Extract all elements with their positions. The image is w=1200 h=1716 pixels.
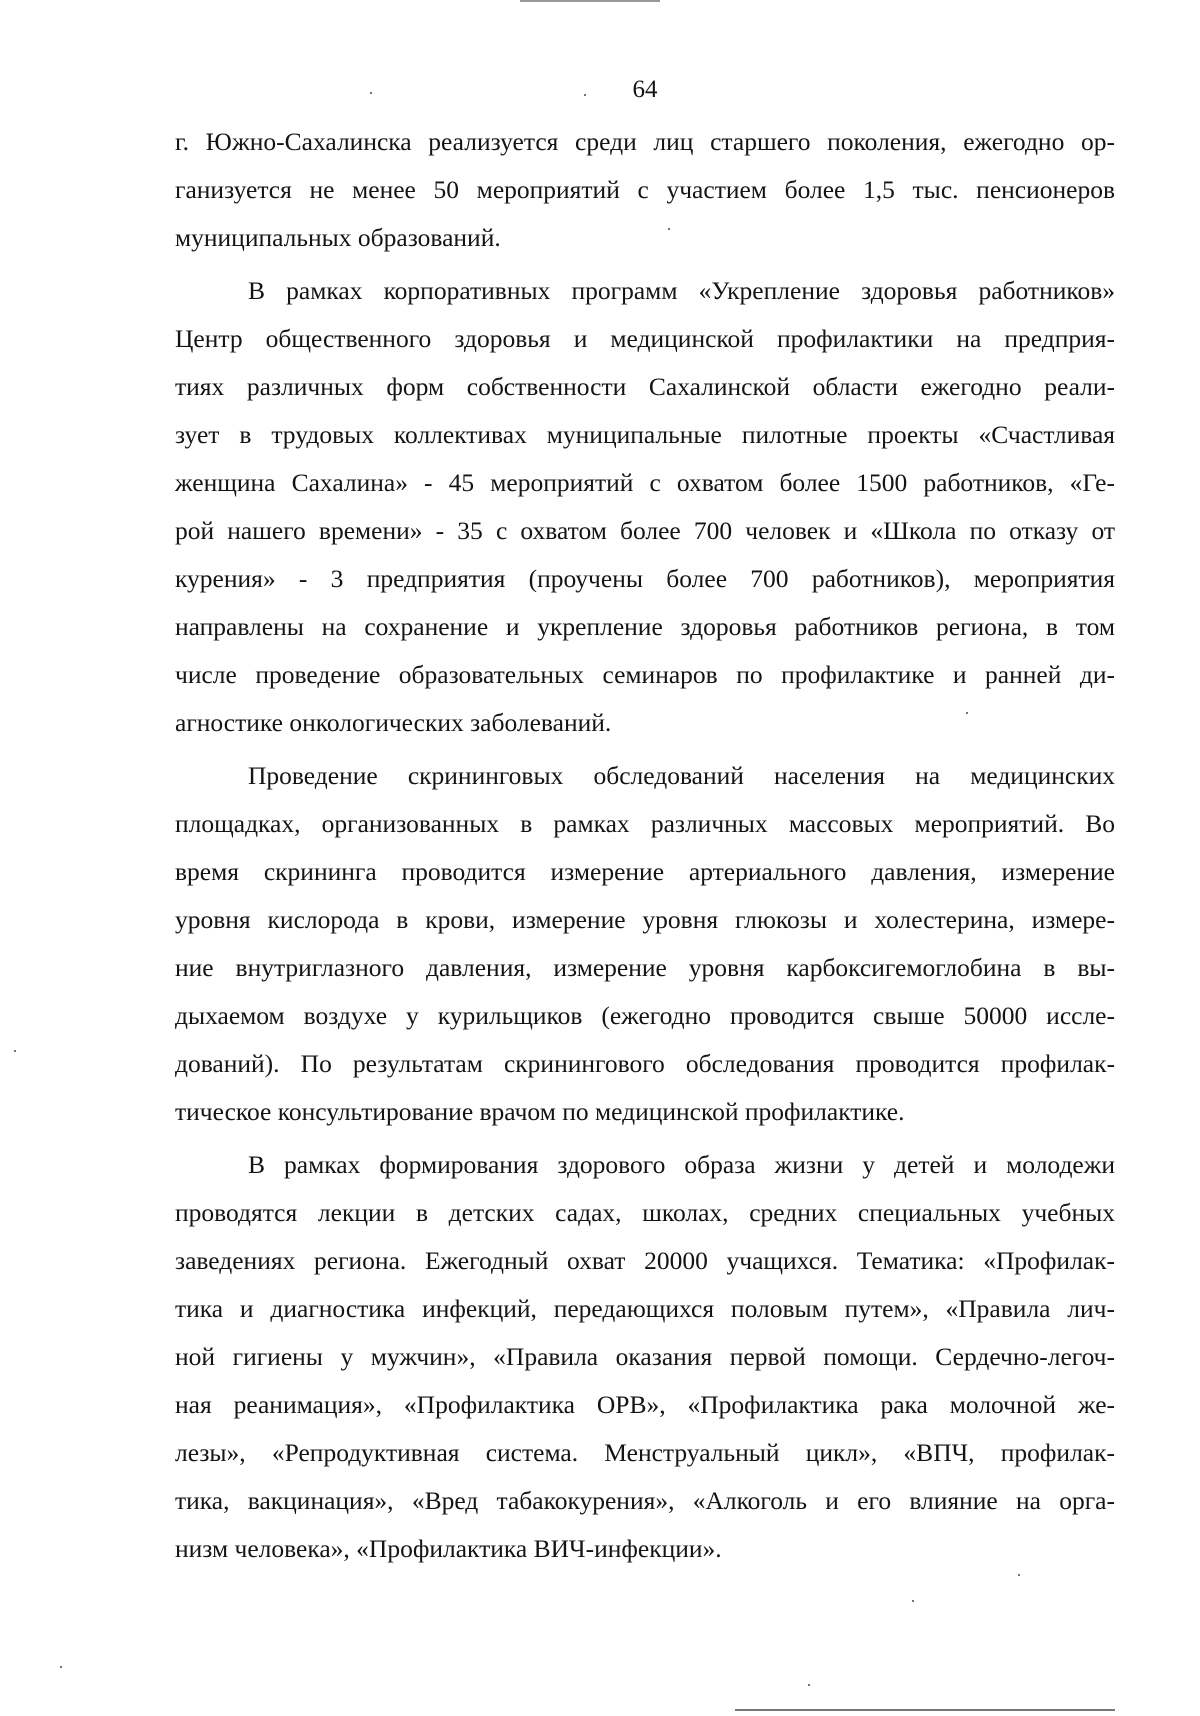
text-line: тиях различных форм собственности Сахалинской области ежегодно реали- (175, 372, 1115, 401)
text-line: числе проведение образовательных семинаров по профилактике и ранней ди- (175, 660, 1115, 689)
page-number: 64 (632, 76, 658, 103)
scan-edge-mark (520, 0, 660, 2)
text-line: заведениях региона. Ежегодный охват 20000 учащихся. Тематика: «Профилак- (175, 1246, 1115, 1275)
text-line: В рамках формирования здорового образа жизни у детей и молодежи (248, 1150, 1115, 1179)
text-line: площадках, организованных в рамках различных массовых мероприятий. Во (175, 809, 1115, 838)
text-line: дыхаемом воздухе у курильщиков (ежегодно проводится свыше 50000 иссле- (175, 1001, 1115, 1030)
text-line: ганизуется не менее 50 мероприятий с участием более 1,5 тыс. пенсионеров (175, 175, 1115, 204)
text-line: женщина Сахалина» - 45 мероприятий с охватом более 1500 работников, «Ге- (175, 468, 1115, 497)
scan-speck (912, 1600, 914, 1602)
body-text (175, 118, 1115, 1573)
text-line: рой нашего времени» - 35 с охватом более 700 человек и «Школа по отказу от (175, 516, 1115, 545)
text-line: зует в трудовых коллективах муниципальные пилотные проекты «Счастливая (175, 420, 1115, 449)
text-line: проводятся лекции в детских садах, школах, средних специальных учебных (175, 1198, 1115, 1227)
text-line: г. Южно-Сахалинска реализуется среди лиц старшего поколения, ежегодно ор- (175, 127, 1115, 156)
scan-speck (966, 712, 968, 714)
text-line: В рамках корпоративных программ «Укрепление здоровья работников» (248, 276, 1115, 305)
text-line: ная реанимация», «Профилактика ОРВ», «Профилактика рака молочной же- (175, 1390, 1115, 1419)
scan-speck (60, 1666, 62, 1668)
scan-speck (808, 1684, 810, 1686)
paragraph (175, 267, 1115, 747)
text-line: Центр общественного здоровья и медицинской профилактики на предприя- (175, 324, 1115, 353)
scan-speck (1018, 1574, 1020, 1576)
text-line: ние внутриглазного давления, измерение уровня карбоксигемоглобина в вы- (175, 953, 1115, 982)
paragraph (175, 752, 1115, 1136)
text-line: муниципальных образований. (175, 223, 501, 252)
scan-speck (370, 92, 372, 94)
text-line: лезы», «Репродуктивная система. Менструальный цикл», «ВПЧ, профилак- (175, 1438, 1115, 1467)
text-line: тика и диагностика инфекций, передающихся половым путем», «Правила лич- (175, 1294, 1115, 1323)
scan-speck (14, 1050, 16, 1052)
text-line: ной гигиены у мужчин», «Правила оказания первой помощи. Сердечно-легоч- (175, 1342, 1115, 1371)
text-line: курения» - 3 предприятия (проучены более 700 работников), мероприятия (175, 564, 1115, 593)
text-line: тическое консультирование врачом по медицинской профилактике. (175, 1097, 905, 1126)
text-line: время скрининга проводится измерение артериального давления, измерение (175, 857, 1115, 886)
text-line: агностике онкологических заболеваний. (175, 708, 612, 737)
text-line: Проведение скрининговых обследований населения на медицинских (248, 761, 1115, 790)
paragraph (175, 1141, 1115, 1573)
text-line: направлены на сохранение и укрепление здоровья работников региона, в том (175, 612, 1115, 641)
scan-speck (668, 228, 670, 230)
text-line: дований). По результатам скринингового обследования проводится профилак- (175, 1049, 1115, 1078)
text-line: уровня кислорода в крови, измерение уровня глюкозы и холестерина, измере- (175, 905, 1115, 934)
scan-speck (584, 94, 586, 96)
text-line: тика, вакцинация», «Вред табакокурения», «Алкоголь и его влияние на орга- (175, 1486, 1115, 1515)
scan-edge-mark (735, 1709, 1115, 1711)
text-line: низм человека», «Профилактика ВИЧ-инфекции». (175, 1534, 722, 1563)
paragraph (175, 118, 1115, 262)
